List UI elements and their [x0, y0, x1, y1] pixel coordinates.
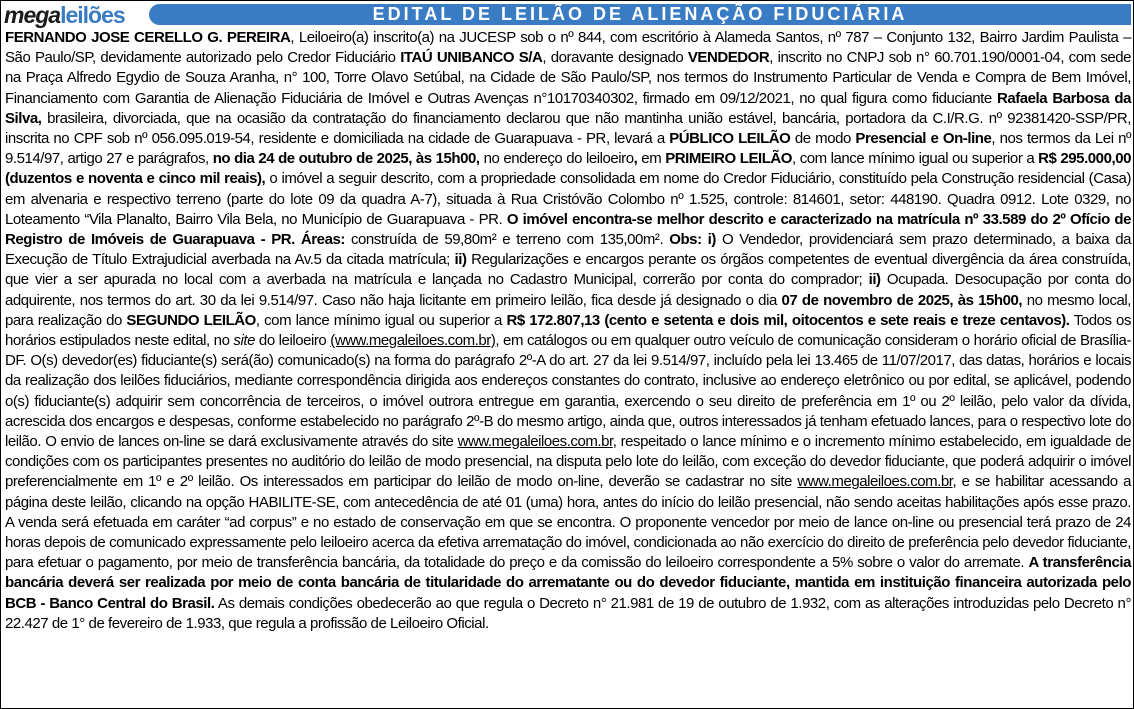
notice-body — [5, 28, 1131, 634]
body-text: , e se habilitar acessando a página deste leilão, clicando na opção HABILITE-SE, com antecedência de até 01 (uma) hora, antes do início do leilão presencial, não sendo aceitas habilitações após esse prazo. A venda será efetuada em caráter “ad corpus” e no estado de conservação em que se encontra. O proponente vencedor por meio de lance on-line ou presencial terá prazo de 24 horas depois de comunicado expressamente pelo leiloeiro acerca da efetiva arrematação do imóvel, condicionada ao não exercício do direito de preferência pelo devedor fiduciante, para efetuar o pagamento, por meio de transferência bancária, da totalidade do preço e da comissão do leiloeiro correspondente a 5% sobre o valor do arremate. — [5, 473, 1131, 572]
first-auction-label: PRIMEIRO LEILÃO — [665, 150, 793, 168]
body-comma: , — [633, 150, 638, 168]
first-auction-minimum-bid: R$ 295.000,00 (duzentos e noventa e cinco mil reais), — [5, 150, 1131, 188]
item-ii-label: ii) — [454, 251, 467, 269]
megaleiloes-logo — [4, 4, 125, 26]
first-auction-date: no dia 24 de outubro de 2025, às 15h00, — [212, 150, 480, 168]
second-auction-label: SEGUNDO LEILÃO — [126, 311, 256, 329]
second-auction-minimum-bid: R$ 172.807,13 (cento e setenta e dois mil, oitocentos e sete reais e treze centavos). — [506, 311, 1070, 329]
website-link[interactable]: (www.megaleiloes.com.br) — [330, 332, 496, 350]
auction-mode: Presencial e On-line — [855, 130, 992, 148]
auctioneer-name: FERNANDO JOSE CERELLO G. PEREIRA — [5, 29, 291, 46]
logo-text-leiloes: leilões — [60, 2, 125, 28]
body-text: de modo — [790, 130, 856, 148]
body-text: brasileira, divorciada, que na ocasião da contratação do financiamento declarou que não mantinha união estável, bancária, portadora da C.I/R.G. nº 92381420-SSP/PR, inscrita no CPF sob nº 056.095.019-54, residente e domiciliada na cidade de Guarapuava - PR, levará a — [5, 109, 1131, 148]
body-text: O Vendedor, providenciará sem prazo determinado, a baixa da Execução de Título Extrajudicial averbada na Av.5 da citada matrícula; — [5, 231, 1132, 269]
body-text: , nos termos da Lei nº 9.514/97, artigo 27 e parágrafos, — [5, 130, 1132, 168]
body-text: construída de 59,80m² e terreno com 135,00m². — [344, 231, 670, 249]
bank-transfer-notice: A transferência bancária deverá ser realizada por meio de conta bancária de titularidade do arrematante ou do devedor fiduciante, mantida em instituição financeira autorizada pelo BCB - Banco Central do Brasil. — [5, 554, 1132, 612]
property-registry: O imóvel encontra-se melhor descrito e caracterizado na matrícula nº 33.589 do 2º Ofício de Registro de Imóveis de Guarapuava - PR. Áreas: — [5, 210, 1131, 249]
website-link[interactable]: www.megaleiloes.com.br — [457, 433, 613, 451]
second-auction-date: 07 de novembro de 2025, às 15h00, — [781, 291, 1023, 309]
body-text: no endereço do leiloeiro — [479, 150, 634, 168]
seller-label: VENDEDOR — [687, 49, 770, 67]
body-text: no mesmo local, para realização do — [5, 291, 1131, 329]
public-auction-label: PÚBLICO LEILÃO — [669, 130, 791, 148]
body-text: As demais condições obedecerão ao que regula o Decreto n° 21.981 de 19 de outubro de 1.932, com as alterações introduzidas pelo Decreto n° 22.427 de 1° de fevereiro de 1.933, que regula a profissão de Leiloeiro Oficial. — [5, 594, 1131, 632]
creditor-name: ITAÚ UNIBANCO S/A — [400, 49, 543, 67]
body-text: , inscrito no CNPJ sob n° 60.701.190/0001-04, com sede na Praça Alfredo Egydio de Souza Aranha, n° 100, Torre Olavo Setúbal, na Cidade de São Paulo/SP, nos termos do Instrumento Particular de Venda e Compra de Bem Imóvel, Financiamento com Garantia de Alienação Fiduciária de Imóvel e Outras Avenças n°10170340302, firmado em 09/12/2021, no qual figura como fiduciante — [5, 49, 1132, 107]
notice-header — [1, 1, 1133, 28]
body-text: Ocupada. Desocupação por conta do adquirente, nos termos do art. 30 da lei 9.514/97. Caso não haja licitante em primeiro leilão, fica desde já designado o dia — [5, 271, 1131, 309]
website-link[interactable]: www.megaleiloes.com.br — [797, 473, 953, 491]
body-text: Regularizações e encargos perante os órgãos competentes de eventual divergência da área construída, que vier a ser apurada no local com a averbada na matrícula e lançada no Cadastro Municipal, correrão por conta do comprador; — [5, 251, 1132, 289]
body-text: , Leiloeiro(a) inscrito(a) na JUCESP sob o nº 844, com escritório à Alameda Santos, nº 787 – Conjunto 132, Bairro Jardim Paulista – São Paulo/SP, devidamente autorizado pelo Credor Fiduciário — [5, 29, 1131, 67]
body-text: do leiloeiro — [254, 332, 331, 350]
body-text: , com lance mínimo igual ou superior a — [792, 150, 1039, 168]
obs-label: Obs: i) — [669, 231, 716, 249]
body-text: em — [637, 150, 666, 168]
body-text: Todos os horários estipulados neste edital, no — [5, 311, 1131, 350]
logo-text-mega: mega — [4, 2, 61, 28]
item-ii-label: ii) — [868, 271, 881, 289]
body-text: , respeitado o lance mínimo e o incremento mínimo estabelecido, em igualdade de condições com os participantes presentes no auditório do leilão de modo presencial, na disputa pelo lote do leilão, com exceção do devedor fiduciante, que poderá adquirir o imóvel preferencialmente em 1º e 2º leilão. Os interessados em participar do leilão de modo on-line, deverão se cadastrar no site — [5, 433, 1131, 491]
site-word: site — [233, 332, 255, 350]
body-text: o imóvel a seguir descrito, com a propriedade consolidada em nome do Credor Fiduciário, constituído pela Construção residencial (Casa) em alvenaria e respectivo terreno (parte do lote 09 da quadra A-7), situada à Rua Cristóvão Colombo nº 1.525, controle: 814601, setor: 448190. Quadra 0912. Lote 0329, no Loteamento “Vila Planalto, Bairro Vila Bela, no Município de Guarapuava - PR. — [5, 170, 1131, 228]
body-text: , em catálogos ou em qualquer outro veículo de comunicação consideram o horário oficial de Brasília-DF. O(s) devedor(es) fiduciante(s) será(ão) comunicado(s) na forma do parágrafo 2º-A do art. 27 da lei 9.514/97, incluído pela lei 13.465 de 11/07/2017, das datas, horários e locais da realização dos leilões fiduciários, mediante correspondência dirigida aos endereços constantes do contrato, inclusive ao endereço eletrônico ou por edital, se aplicável, podendo o(s) fiduciante(s) adquirir sem concorrência de terceiros, o imóvel outrora entregue em garantia, exercendo o seu direito de preferência em 1º ou 2º leilão, pelo valor da dívida, acrescida dos encargos e despesas, conforme estabelecido no parágrafo 2º-B do mesmo artigo, ainda que, outros interessados já tenham efetuado lances, para o respectivo lote do leilão. O envio de lances on-line se dará exclusivamente através do site — [5, 332, 1131, 451]
notice-title: EDITAL DE LEILÃO DE ALIENAÇÃO FIDUCIÁRIA — [149, 4, 1131, 25]
body-text: , com lance mínimo igual ou superior a — [255, 311, 507, 329]
body-text: , doravante designado — [542, 49, 688, 67]
fiduciante-name: Rafaela Barbosa da Silva, — [5, 89, 1131, 127]
